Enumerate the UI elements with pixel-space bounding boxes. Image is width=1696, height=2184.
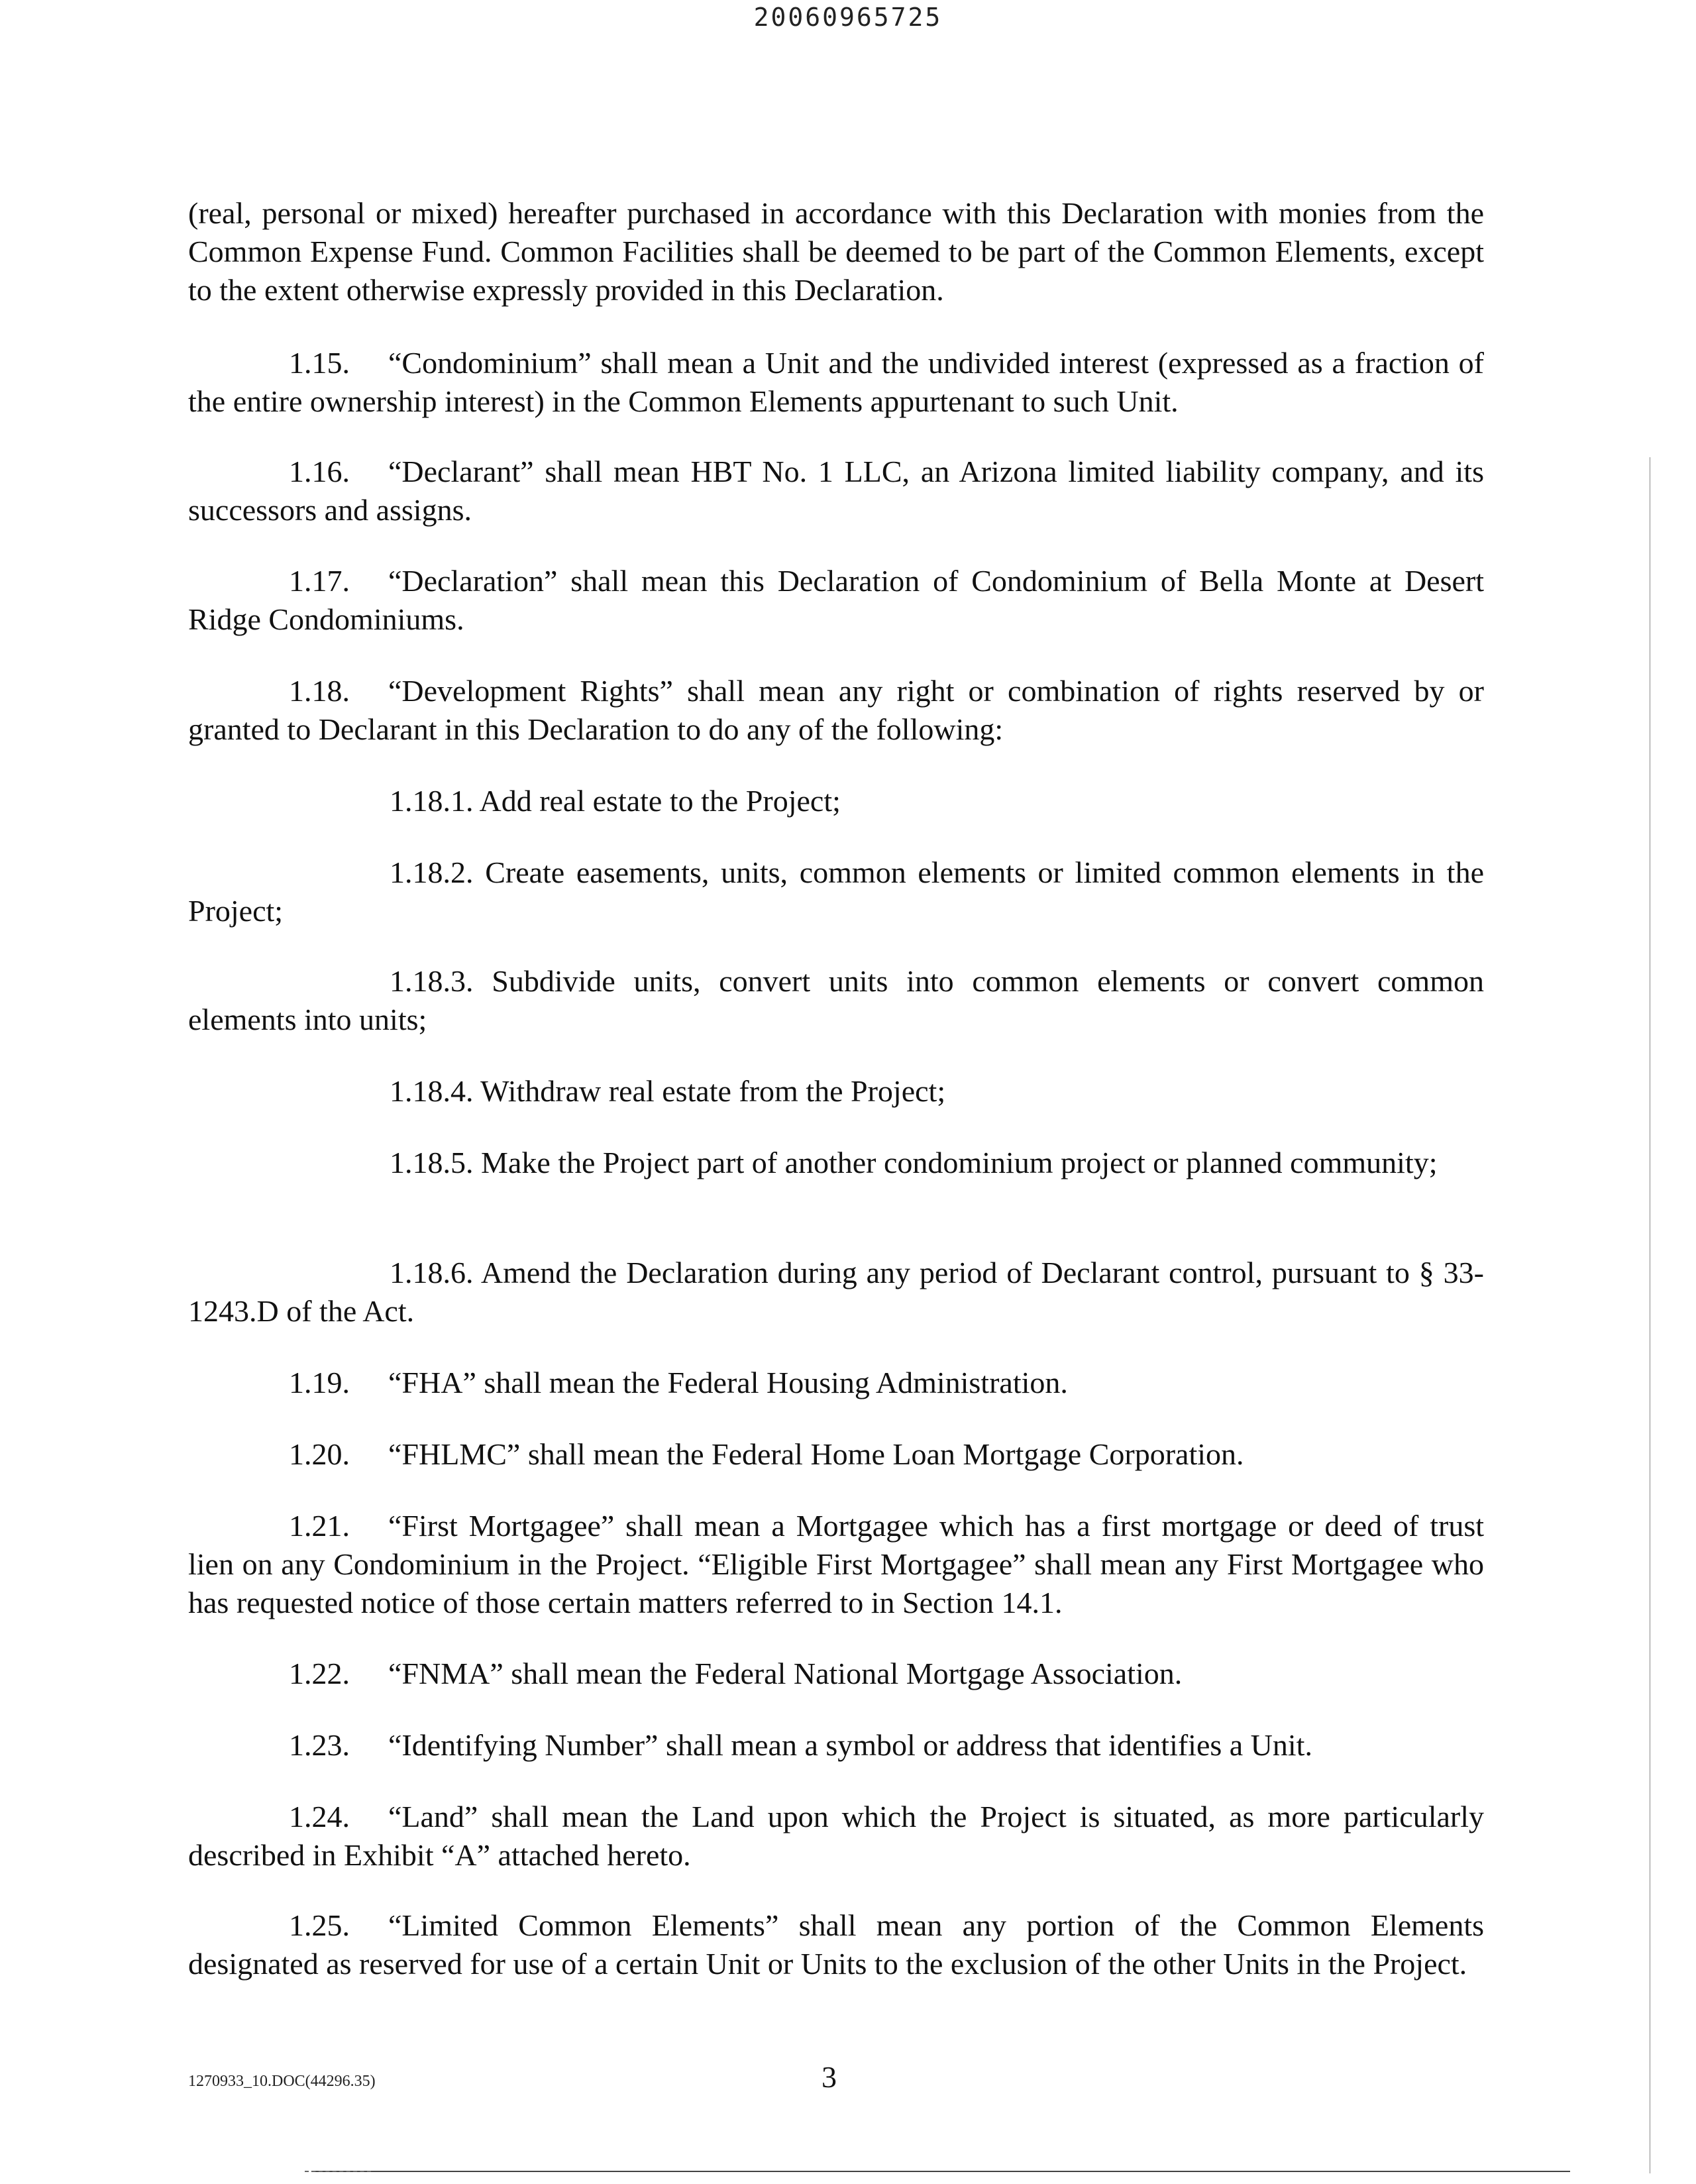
definition-1-19 [188, 1364, 1484, 1402]
paragraph-text: “Condominium” shall mean a Unit and the undivided interest (expressed as a fraction of the entire ownership interest) in the Common Elements appurtenant to such Unit. [188, 346, 1484, 418]
paragraph-continuation [188, 194, 1484, 309]
paragraph-text: “Declaration” shall mean this Declaration of Condominium of Bella Monte at Desert Ridge Condominiums. [188, 564, 1484, 636]
section-number: 1.20. [289, 1437, 350, 1471]
section-number: 1.22. [289, 1657, 350, 1690]
paragraph-text: “FHLMC” shall mean the Federal Home Loan Mortgage Corporation. [388, 1437, 1244, 1471]
paragraph-text: “Identifying Number” shall mean a symbol or address that identifies a Unit. [388, 1728, 1312, 1762]
section-number: 1.24. [289, 1800, 350, 1833]
paragraph-text: “FNMA” shall mean the Federal National Mortgage Association. [388, 1657, 1183, 1690]
definition-1-18 [188, 672, 1484, 749]
paragraph-text: Add real estate to the Project; [479, 784, 841, 818]
paragraph-text: Withdraw real estate from the Project; [480, 1074, 946, 1108]
subsection-1-18-4 [188, 1072, 1484, 1111]
paragraph-text: Create easements, units, common elements or limited common elements in the Project; [188, 855, 1485, 928]
paragraph-text: Subdivide units, convert units into common elements or convert common elements into units; [188, 964, 1484, 1036]
section-number: 1.25. [289, 1908, 350, 1942]
section-number: 1.18.2. [390, 855, 474, 889]
scan-bottom-line [311, 2171, 1570, 2172]
paragraph-text: Amend the Declaration during any period of Declarant control, pursuant to § 33-1243.D of the Act. [188, 1256, 1484, 1328]
section-number: 1.21. [289, 1509, 350, 1543]
scan-bottom-dash [305, 2171, 371, 2173]
section-number: 1.19. [289, 1366, 350, 1399]
paragraph-text: “Land” shall mean the Land upon which the Project is situated, as more particularly described in Exhibit “A” attached hereto. [188, 1800, 1484, 1872]
paragraph-text: “FHA” shall mean the Federal Housing Administration. [388, 1366, 1068, 1399]
paragraph-text: (real, personal or mixed) hereafter purchased in accordance with this Declaration with monies from the Common Expense Fund. Common Facilities shall be deemed to be part of the Common Elements, except to the extent otherwise expressly provided in this Declaration. [188, 196, 1484, 307]
subsection-1-18-2 [188, 853, 1484, 930]
section-number: 1.18. [289, 674, 350, 708]
section-number: 1.15. [289, 346, 350, 380]
document-number: 20060965725 [753, 3, 943, 32]
definition-1-16 [188, 453, 1484, 529]
paragraph-text: “Limited Common Elements” shall mean any portion of the Common Elements designated as reserved for use of a certain Unit or Units to the exclusion of the other Units in the Project. [188, 1908, 1484, 1981]
page-number: 3 [822, 2060, 837, 2094]
subsection-1-18-1 [188, 782, 1484, 820]
paragraph-text: “Development Rights” shall mean any right or combination of rights reserved by or granted to Declarant in this Declaration to do any of the following: [188, 674, 1484, 746]
section-number: 1.23. [289, 1728, 350, 1762]
subsection-1-18-5 [188, 1144, 1484, 1182]
subsection-1-18-3 [188, 962, 1484, 1039]
definition-1-22 [188, 1655, 1484, 1693]
footer-document-reference: 1270933_10.DOC(44296.35) [188, 2073, 376, 2090]
definition-1-20 [188, 1435, 1484, 1474]
section-number: 1.18.1. [390, 784, 474, 818]
definition-1-17 [188, 562, 1484, 639]
paragraph-text: Make the Project part of another condominium project or planned community; [481, 1146, 1438, 1179]
definition-1-24 [188, 1798, 1484, 1875]
definition-1-25 [188, 1906, 1484, 1983]
paragraph-text: “Declarant” shall mean HBT No. 1 LLC, an Arizona limited liability company, and its successors and assigns. [188, 455, 1484, 527]
section-number: 1.18.4. [390, 1074, 474, 1108]
section-number: 1.16. [289, 455, 350, 488]
definition-1-23 [188, 1726, 1484, 1765]
subsection-1-18-6 [188, 1254, 1484, 1331]
section-number: 1.18.6. [390, 1256, 474, 1289]
section-number: 1.18.5. [390, 1146, 474, 1179]
definition-1-21 [188, 1507, 1484, 1622]
section-number: 1.17. [289, 564, 350, 598]
paragraph-text: “First Mortgagee” shall mean a Mortgagee which has a first mortgage or deed of trust lien on any Condominium in the Project. “Eligible First Mortgagee” shall mean any First Mortgagee who has requested notice of those certain matters referred to in Section 14.1. [188, 1509, 1484, 1619]
section-number: 1.18.3. [390, 964, 474, 998]
definition-1-15 [188, 344, 1484, 421]
